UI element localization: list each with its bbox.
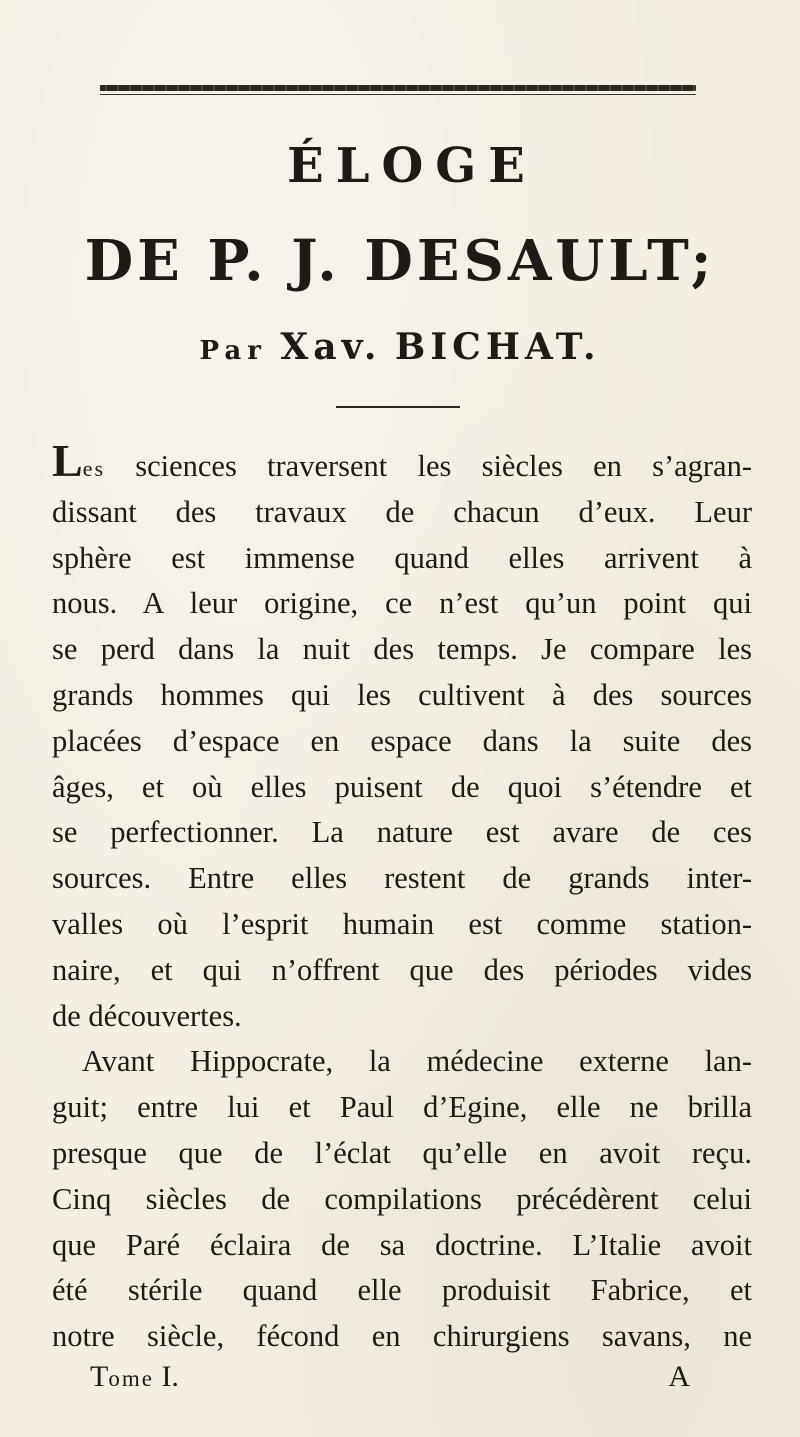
text-line: naire, et qui n’offrent que des périodes vides: [52, 952, 752, 987]
text-line: sphère est immense quand elles arrivent à: [52, 540, 752, 575]
dropcap-letter: L: [52, 435, 83, 486]
text-line: grands hommes qui les cultivent à des sources: [52, 677, 752, 712]
text-line: se perd dans la nuit des temps. Je compare les: [52, 632, 752, 667]
first-line-rest: sciences traversent les siècles en s’agran-: [105, 449, 752, 483]
text-line: se perfectionner. La nature est avare de ces: [52, 815, 752, 850]
text-line: Cinq siècles de compilations précédèrent celui: [52, 1181, 752, 1216]
text-line: presque que de l’éclat qu’elle en avoit reçu.: [52, 1135, 752, 1170]
text-line: guit; entre lui et Paul d’Egine, elle ne brilla: [52, 1090, 752, 1125]
text-line: nous. A leur origine, ce n’est qu’un point qui: [52, 586, 752, 621]
byline-xav: Xav.: [280, 326, 382, 368]
text-line: été stérile quand elle produisit Fabrice, et: [52, 1273, 752, 1308]
byline: [0, 326, 800, 368]
text-line-para2-start: Avant Hippocrate, la médecine externe lan-: [82, 1044, 752, 1079]
section-divider: [336, 406, 460, 408]
text-line: sources. Entre elles restent de grands inter-: [52, 861, 752, 896]
signature-mark: A: [668, 1360, 690, 1393]
volume-initial: T: [90, 1360, 109, 1393]
text-line-para-end: de découvertes.: [52, 998, 242, 1033]
text-line: dissant des travaux de chacun d’eux. Leur: [52, 494, 752, 529]
header-ornament-rule: [100, 85, 696, 91]
text-line: âges, et où elles puisent de quoi s’étendre et: [52, 769, 752, 804]
volume-number: I.: [161, 1360, 179, 1393]
text-line: que Paré éclaira de sa doctrine. L’Italie avoit: [52, 1227, 752, 1262]
byline-author: BICHAT.: [394, 326, 601, 368]
text-line-first: [52, 435, 752, 490]
byline-par: Par: [199, 336, 267, 366]
text-line: notre siècle, fécond en chirurgiens savans, ne: [52, 1319, 752, 1354]
text-line: valles où l’esprit humain est comme station-: [52, 906, 752, 941]
text-line: placées d’espace en espace dans la suite des: [52, 723, 752, 758]
title-eloge: ÉLOGE: [287, 138, 537, 194]
body-text: [52, 435, 752, 1360]
volume-label: [90, 1360, 179, 1394]
volume-word: ome: [108, 1366, 154, 1391]
header-thin-rule: [100, 94, 696, 95]
first-word-smallcaps: es: [82, 456, 106, 481]
title-subject: DE P. J. DESAULT;: [84, 228, 716, 294]
